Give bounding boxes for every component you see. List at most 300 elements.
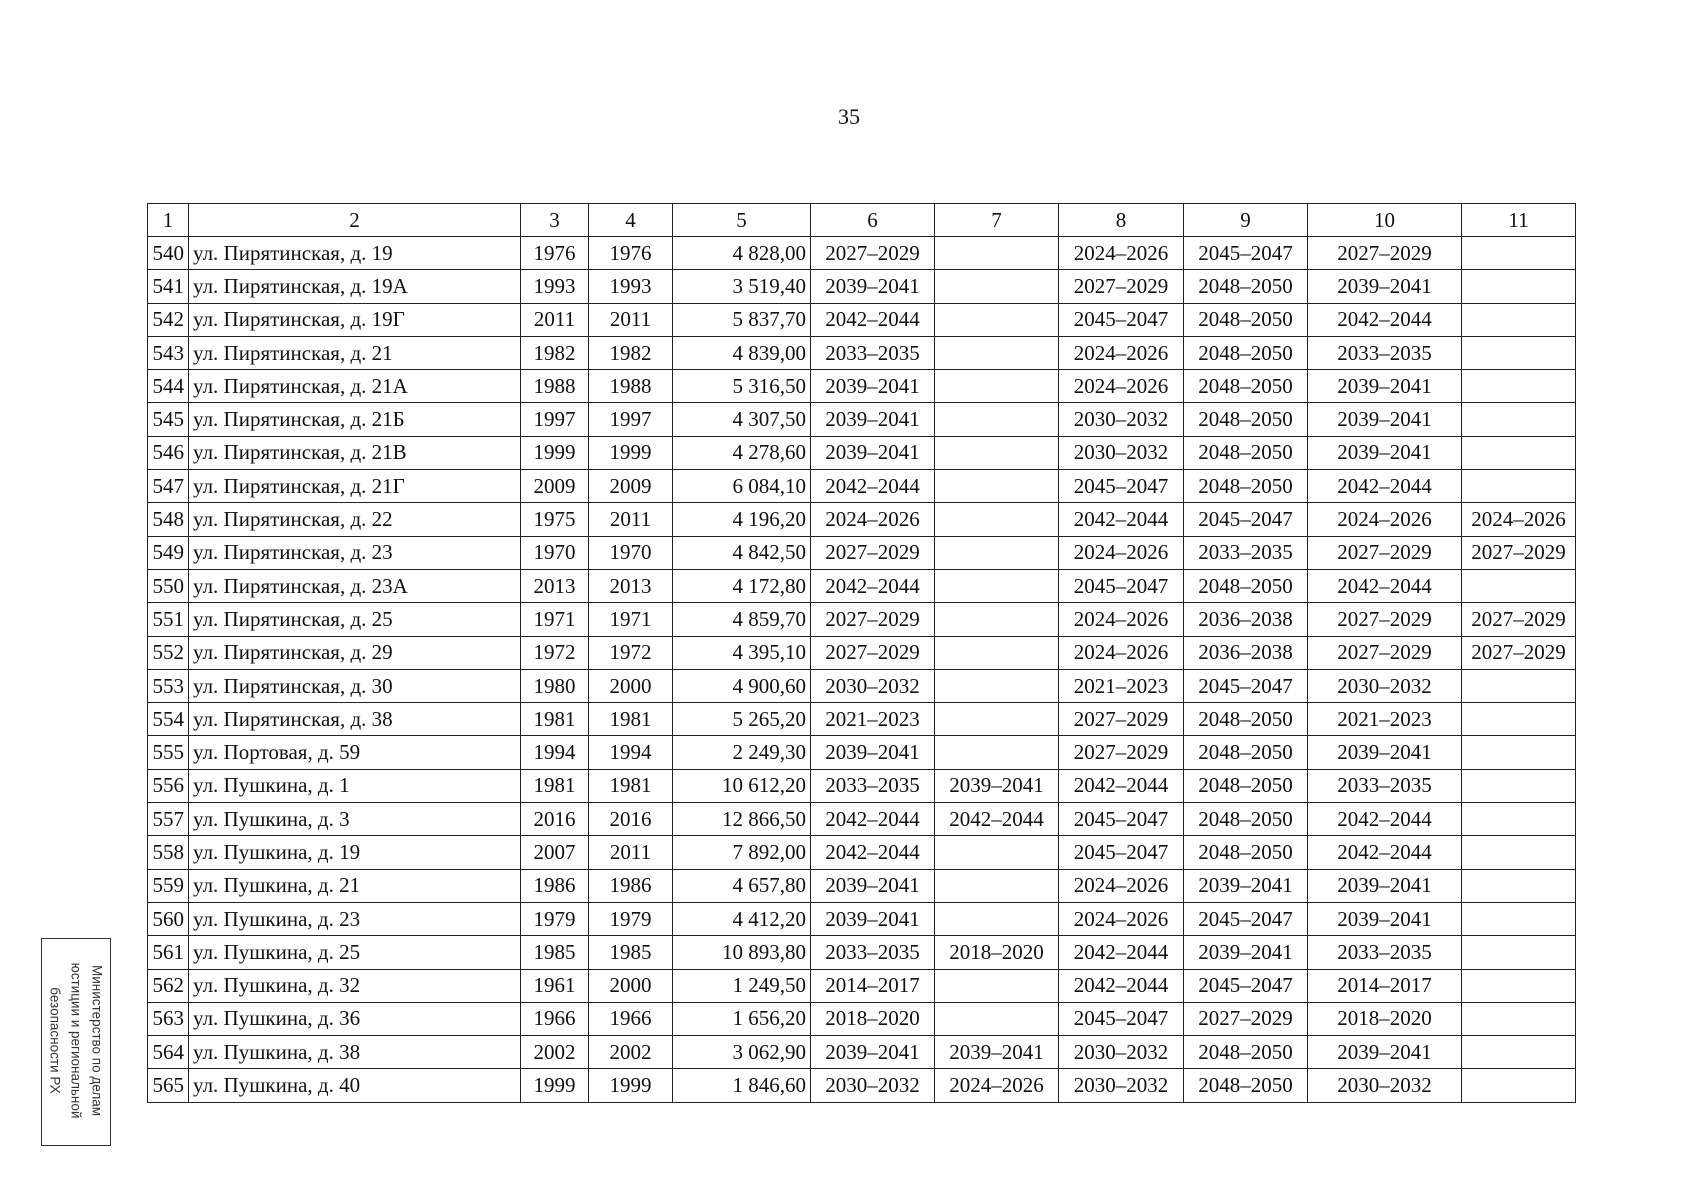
cell-period-col-8: 2024–2026 bbox=[1059, 603, 1184, 636]
cell-year-commissioned: 2016 bbox=[589, 803, 673, 836]
table-row bbox=[148, 603, 1576, 636]
cell-row-number: 554 bbox=[148, 703, 189, 736]
cell-period-col-9: 2048–2050 bbox=[1184, 836, 1308, 869]
cell-period-col-10: 2024–2026 bbox=[1308, 503, 1462, 536]
cell-period-col-8: 2027–2029 bbox=[1059, 736, 1184, 769]
cell-period-col-9: 2048–2050 bbox=[1184, 703, 1308, 736]
column-header-1: 1 bbox=[148, 204, 189, 237]
cell-year-commissioned: 1988 bbox=[589, 370, 673, 403]
cell-address: ул. Пирятинская, д. 19А bbox=[189, 270, 521, 303]
ministry-stamp bbox=[41, 938, 111, 1146]
cell-total-area: 6 084,10 bbox=[673, 470, 811, 503]
cell-period-col-10: 2039–2041 bbox=[1308, 370, 1462, 403]
cell-period-col-10: 2039–2041 bbox=[1308, 403, 1462, 436]
cell-row-number: 555 bbox=[148, 736, 189, 769]
cell-period-col-9: 2033–2035 bbox=[1184, 536, 1308, 569]
cell-period-col-8: 2024–2026 bbox=[1059, 237, 1184, 270]
cell-period-col-6: 2021–2023 bbox=[811, 703, 935, 736]
cell-year-commissioned: 2013 bbox=[589, 569, 673, 602]
cell-period-col-6: 2042–2044 bbox=[811, 303, 935, 336]
cell-period-col-10: 2027–2029 bbox=[1308, 603, 1462, 636]
cell-period-col-6: 2033–2035 bbox=[811, 936, 935, 969]
cell-period-col-7 bbox=[935, 636, 1059, 669]
cell-period-col-8: 2042–2044 bbox=[1059, 969, 1184, 1002]
cell-year-built: 1999 bbox=[521, 436, 589, 469]
cell-period-col-10: 2027–2029 bbox=[1308, 237, 1462, 270]
cell-period-col-9: 2048–2050 bbox=[1184, 403, 1308, 436]
cell-period-col-9: 2048–2050 bbox=[1184, 470, 1308, 503]
cell-address: ул. Пушкина, д. 32 bbox=[189, 969, 521, 1002]
cell-row-number: 545 bbox=[148, 403, 189, 436]
cell-address: ул. Пирятинская, д. 21Г bbox=[189, 470, 521, 503]
cell-period-col-7 bbox=[935, 869, 1059, 902]
cell-period-col-8: 2042–2044 bbox=[1059, 503, 1184, 536]
cell-year-commissioned: 2000 bbox=[589, 969, 673, 1002]
cell-total-area: 4 307,50 bbox=[673, 403, 811, 436]
cell-total-area: 4 657,80 bbox=[673, 869, 811, 902]
cell-period-col-9: 2048–2050 bbox=[1184, 370, 1308, 403]
cell-period-col-11 bbox=[1462, 1036, 1576, 1069]
cell-period-col-6: 2027–2029 bbox=[811, 636, 935, 669]
cell-row-number: 542 bbox=[148, 303, 189, 336]
cell-total-area: 4 839,00 bbox=[673, 336, 811, 369]
table-row bbox=[148, 736, 1576, 769]
cell-row-number: 561 bbox=[148, 936, 189, 969]
cell-period-col-11 bbox=[1462, 403, 1576, 436]
cell-year-built: 2007 bbox=[521, 836, 589, 869]
stamp-line-3: безопасности РХ bbox=[47, 987, 63, 1094]
cell-period-col-7 bbox=[935, 669, 1059, 702]
cell-period-col-11 bbox=[1462, 669, 1576, 702]
cell-row-number: 565 bbox=[148, 1069, 189, 1102]
cell-address: ул. Пирятинская, д. 19Г bbox=[189, 303, 521, 336]
cell-year-commissioned: 1981 bbox=[589, 769, 673, 802]
table-row bbox=[148, 403, 1576, 436]
cell-total-area: 4 900,60 bbox=[673, 669, 811, 702]
table-row bbox=[148, 869, 1576, 902]
cell-address: ул. Пирятинская, д. 23А bbox=[189, 569, 521, 602]
cell-year-built: 2002 bbox=[521, 1036, 589, 1069]
table-row bbox=[148, 470, 1576, 503]
cell-period-col-10: 2014–2017 bbox=[1308, 969, 1462, 1002]
cell-period-col-8: 2024–2026 bbox=[1059, 902, 1184, 935]
cell-period-col-8: 2045–2047 bbox=[1059, 303, 1184, 336]
cell-year-commissioned: 2009 bbox=[589, 470, 673, 503]
cell-period-col-7 bbox=[935, 237, 1059, 270]
cell-period-col-6: 2014–2017 bbox=[811, 969, 935, 1002]
stamp-line-2: юстиции и региональной bbox=[68, 962, 84, 1119]
cell-period-col-8: 2024–2026 bbox=[1059, 869, 1184, 902]
column-header-9: 9 bbox=[1184, 204, 1308, 237]
cell-address: ул. Пирятинская, д. 30 bbox=[189, 669, 521, 702]
cell-total-area: 1 846,60 bbox=[673, 1069, 811, 1102]
column-header-10: 10 bbox=[1308, 204, 1462, 237]
column-header-2: 2 bbox=[189, 204, 521, 237]
cell-year-commissioned: 1982 bbox=[589, 336, 673, 369]
cell-address: ул. Пирятинская, д. 21Б bbox=[189, 403, 521, 436]
stamp-line-1: Министерство по делам bbox=[89, 965, 105, 1116]
cell-period-col-7 bbox=[935, 569, 1059, 602]
cell-period-col-10: 2030–2032 bbox=[1308, 1069, 1462, 1102]
cell-period-col-9: 2045–2047 bbox=[1184, 902, 1308, 935]
cell-period-col-10: 2042–2044 bbox=[1308, 803, 1462, 836]
cell-period-col-6: 2039–2041 bbox=[811, 403, 935, 436]
cell-period-col-10: 2030–2032 bbox=[1308, 669, 1462, 702]
cell-total-area: 10 612,20 bbox=[673, 769, 811, 802]
cell-period-col-9: 2048–2050 bbox=[1184, 336, 1308, 369]
cell-period-col-9: 2045–2047 bbox=[1184, 969, 1308, 1002]
cell-period-col-7: 2039–2041 bbox=[935, 1036, 1059, 1069]
cell-total-area: 3 062,90 bbox=[673, 1036, 811, 1069]
cell-period-col-7 bbox=[935, 370, 1059, 403]
cell-period-col-6: 2039–2041 bbox=[811, 436, 935, 469]
table-row bbox=[148, 370, 1576, 403]
cell-total-area: 4 172,80 bbox=[673, 569, 811, 602]
table-row bbox=[148, 836, 1576, 869]
cell-period-col-9: 2045–2047 bbox=[1184, 237, 1308, 270]
cell-period-col-11 bbox=[1462, 736, 1576, 769]
cell-row-number: 558 bbox=[148, 836, 189, 869]
cell-period-col-8: 2030–2032 bbox=[1059, 1036, 1184, 1069]
cell-period-col-8: 2027–2029 bbox=[1059, 270, 1184, 303]
cell-period-col-9: 2048–2050 bbox=[1184, 1069, 1308, 1102]
cell-period-col-6: 2039–2041 bbox=[811, 869, 935, 902]
table-row bbox=[148, 270, 1576, 303]
cell-total-area: 4 859,70 bbox=[673, 603, 811, 636]
cell-year-built: 1961 bbox=[521, 969, 589, 1002]
table-row bbox=[148, 769, 1576, 802]
cell-year-built: 1976 bbox=[521, 237, 589, 270]
cell-address: ул. Пушкина, д. 38 bbox=[189, 1036, 521, 1069]
cell-period-col-11 bbox=[1462, 436, 1576, 469]
cell-period-col-10: 2033–2035 bbox=[1308, 336, 1462, 369]
cell-period-col-11 bbox=[1462, 803, 1576, 836]
cell-period-col-6: 2033–2035 bbox=[811, 769, 935, 802]
cell-total-area: 5 316,50 bbox=[673, 370, 811, 403]
cell-year-commissioned: 1979 bbox=[589, 902, 673, 935]
cell-year-built: 1997 bbox=[521, 403, 589, 436]
cell-period-col-8: 2045–2047 bbox=[1059, 1002, 1184, 1035]
cell-row-number: 552 bbox=[148, 636, 189, 669]
cell-period-col-9: 2048–2050 bbox=[1184, 736, 1308, 769]
table-header-row bbox=[148, 204, 1576, 237]
cell-period-col-9: 2048–2050 bbox=[1184, 270, 1308, 303]
cell-period-col-7 bbox=[935, 436, 1059, 469]
cell-period-col-6: 2027–2029 bbox=[811, 603, 935, 636]
cell-period-col-6: 2042–2044 bbox=[811, 569, 935, 602]
table-row bbox=[148, 569, 1576, 602]
cell-period-col-8: 2030–2032 bbox=[1059, 436, 1184, 469]
cell-row-number: 550 bbox=[148, 569, 189, 602]
table-row bbox=[148, 503, 1576, 536]
cell-period-col-9: 2048–2050 bbox=[1184, 803, 1308, 836]
cell-row-number: 559 bbox=[148, 869, 189, 902]
housing-register-table bbox=[147, 203, 1576, 1103]
table-row bbox=[148, 336, 1576, 369]
cell-period-col-9: 2045–2047 bbox=[1184, 669, 1308, 702]
column-header-3: 3 bbox=[521, 204, 589, 237]
cell-period-col-10: 2039–2041 bbox=[1308, 1036, 1462, 1069]
cell-period-col-8: 2045–2047 bbox=[1059, 470, 1184, 503]
page-number: 35 bbox=[838, 104, 860, 129]
cell-row-number: 557 bbox=[148, 803, 189, 836]
cell-address: ул. Пушкина, д. 25 bbox=[189, 936, 521, 969]
cell-period-col-11 bbox=[1462, 836, 1576, 869]
cell-total-area: 2 249,30 bbox=[673, 736, 811, 769]
cell-row-number: 544 bbox=[148, 370, 189, 403]
cell-year-built: 1993 bbox=[521, 270, 589, 303]
cell-year-commissioned: 2002 bbox=[589, 1036, 673, 1069]
cell-period-col-8: 2030–2032 bbox=[1059, 403, 1184, 436]
cell-period-col-6: 2039–2041 bbox=[811, 902, 935, 935]
cell-period-col-9: 2045–2047 bbox=[1184, 503, 1308, 536]
cell-period-col-10: 2027–2029 bbox=[1308, 636, 1462, 669]
cell-address: ул. Пирятинская, д. 22 bbox=[189, 503, 521, 536]
table-row bbox=[148, 237, 1576, 270]
cell-year-built: 1972 bbox=[521, 636, 589, 669]
cell-period-col-8: 2042–2044 bbox=[1059, 769, 1184, 802]
cell-period-col-10: 2039–2041 bbox=[1308, 902, 1462, 935]
cell-period-col-8: 2045–2047 bbox=[1059, 569, 1184, 602]
cell-period-col-11 bbox=[1462, 270, 1576, 303]
cell-year-commissioned: 1999 bbox=[589, 1069, 673, 1102]
cell-year-built: 2009 bbox=[521, 470, 589, 503]
cell-year-commissioned: 1985 bbox=[589, 936, 673, 969]
cell-period-col-7 bbox=[935, 969, 1059, 1002]
cell-period-col-6: 2030–2032 bbox=[811, 669, 935, 702]
cell-year-commissioned: 1999 bbox=[589, 436, 673, 469]
cell-address: ул. Пирятинская, д. 19 bbox=[189, 237, 521, 270]
cell-period-col-7 bbox=[935, 736, 1059, 769]
cell-period-col-11: 2024–2026 bbox=[1462, 503, 1576, 536]
table-row bbox=[148, 303, 1576, 336]
cell-total-area: 4 412,20 bbox=[673, 902, 811, 935]
cell-period-col-6: 2042–2044 bbox=[811, 803, 935, 836]
cell-period-col-11 bbox=[1462, 1002, 1576, 1035]
cell-period-col-7 bbox=[935, 703, 1059, 736]
cell-period-col-6: 2039–2041 bbox=[811, 1036, 935, 1069]
table-row bbox=[148, 902, 1576, 935]
cell-period-col-11 bbox=[1462, 869, 1576, 902]
cell-period-col-10: 2042–2044 bbox=[1308, 836, 1462, 869]
cell-address: ул. Пирятинская, д. 21 bbox=[189, 336, 521, 369]
cell-period-col-6: 2027–2029 bbox=[811, 237, 935, 270]
cell-period-col-8: 2024–2026 bbox=[1059, 636, 1184, 669]
cell-row-number: 564 bbox=[148, 1036, 189, 1069]
cell-year-commissioned: 1986 bbox=[589, 869, 673, 902]
cell-total-area: 3 519,40 bbox=[673, 270, 811, 303]
cell-period-col-9: 2048–2050 bbox=[1184, 569, 1308, 602]
cell-period-col-7 bbox=[935, 503, 1059, 536]
cell-row-number: 556 bbox=[148, 769, 189, 802]
cell-total-area: 4 395,10 bbox=[673, 636, 811, 669]
table-row bbox=[148, 669, 1576, 702]
cell-period-col-9: 2048–2050 bbox=[1184, 303, 1308, 336]
table-row bbox=[148, 969, 1576, 1002]
cell-period-col-8: 2024–2026 bbox=[1059, 370, 1184, 403]
cell-year-commissioned: 1997 bbox=[589, 403, 673, 436]
column-header-7: 7 bbox=[935, 204, 1059, 237]
cell-period-col-6: 2027–2029 bbox=[811, 536, 935, 569]
cell-year-commissioned: 1972 bbox=[589, 636, 673, 669]
cell-year-commissioned: 2000 bbox=[589, 669, 673, 702]
cell-period-col-7 bbox=[935, 902, 1059, 935]
cell-address: ул. Пирятинская, д. 21В bbox=[189, 436, 521, 469]
cell-period-col-6: 2039–2041 bbox=[811, 270, 935, 303]
cell-year-built: 1979 bbox=[521, 902, 589, 935]
cell-period-col-8: 2024–2026 bbox=[1059, 336, 1184, 369]
cell-row-number: 540 bbox=[148, 237, 189, 270]
cell-period-col-10: 2018–2020 bbox=[1308, 1002, 1462, 1035]
cell-period-col-10: 2033–2035 bbox=[1308, 936, 1462, 969]
table-row bbox=[148, 1036, 1576, 1069]
cell-address: ул. Пушкина, д. 21 bbox=[189, 869, 521, 902]
cell-address: ул. Пирятинская, д. 23 bbox=[189, 536, 521, 569]
cell-address: ул. Пушкина, д. 40 bbox=[189, 1069, 521, 1102]
cell-period-col-6: 2024–2026 bbox=[811, 503, 935, 536]
cell-period-col-10: 2039–2041 bbox=[1308, 270, 1462, 303]
cell-year-commissioned: 1981 bbox=[589, 703, 673, 736]
table-row bbox=[148, 1069, 1576, 1102]
column-header-6: 6 bbox=[811, 204, 935, 237]
cell-year-built: 1975 bbox=[521, 503, 589, 536]
cell-period-col-7 bbox=[935, 603, 1059, 636]
cell-row-number: 546 bbox=[148, 436, 189, 469]
cell-period-col-7 bbox=[935, 303, 1059, 336]
cell-total-area: 4 842,50 bbox=[673, 536, 811, 569]
cell-year-built: 1994 bbox=[521, 736, 589, 769]
cell-row-number: 560 bbox=[148, 902, 189, 935]
cell-row-number: 562 bbox=[148, 969, 189, 1002]
table-row bbox=[148, 536, 1576, 569]
cell-year-built: 1981 bbox=[521, 703, 589, 736]
cell-total-area: 1 249,50 bbox=[673, 969, 811, 1002]
cell-period-col-10: 2027–2029 bbox=[1308, 536, 1462, 569]
cell-period-col-8: 2021–2023 bbox=[1059, 669, 1184, 702]
cell-address: ул. Пушкина, д. 1 bbox=[189, 769, 521, 802]
cell-year-built: 1999 bbox=[521, 1069, 589, 1102]
cell-total-area: 12 866,50 bbox=[673, 803, 811, 836]
table-row bbox=[148, 1002, 1576, 1035]
cell-year-commissioned: 1970 bbox=[589, 536, 673, 569]
cell-period-col-10: 2039–2041 bbox=[1308, 736, 1462, 769]
cell-address: ул. Пирятинская, д. 21А bbox=[189, 370, 521, 403]
cell-total-area: 4 828,00 bbox=[673, 237, 811, 270]
cell-period-col-11 bbox=[1462, 336, 1576, 369]
cell-total-area: 5 837,70 bbox=[673, 303, 811, 336]
cell-year-commissioned: 1994 bbox=[589, 736, 673, 769]
cell-period-col-10: 2042–2044 bbox=[1308, 303, 1462, 336]
cell-year-commissioned: 1966 bbox=[589, 1002, 673, 1035]
cell-period-col-11 bbox=[1462, 1069, 1576, 1102]
cell-address: ул. Пушкина, д. 3 bbox=[189, 803, 521, 836]
cell-year-commissioned: 1993 bbox=[589, 270, 673, 303]
cell-year-commissioned: 2011 bbox=[589, 836, 673, 869]
cell-period-col-11 bbox=[1462, 370, 1576, 403]
cell-period-col-11: 2027–2029 bbox=[1462, 603, 1576, 636]
cell-period-col-7 bbox=[935, 270, 1059, 303]
cell-year-built: 1982 bbox=[521, 336, 589, 369]
cell-period-col-10: 2039–2041 bbox=[1308, 436, 1462, 469]
cell-period-col-8: 2030–2032 bbox=[1059, 1069, 1184, 1102]
cell-period-col-7: 2039–2041 bbox=[935, 769, 1059, 802]
cell-period-col-11 bbox=[1462, 969, 1576, 1002]
cell-address: ул. Пушкина, д. 23 bbox=[189, 902, 521, 935]
cell-period-col-11: 2027–2029 bbox=[1462, 536, 1576, 569]
cell-year-built: 2016 bbox=[521, 803, 589, 836]
cell-year-commissioned: 2011 bbox=[589, 503, 673, 536]
column-header-5: 5 bbox=[673, 204, 811, 237]
cell-period-col-7 bbox=[935, 403, 1059, 436]
cell-period-col-11 bbox=[1462, 569, 1576, 602]
cell-period-col-6: 2030–2032 bbox=[811, 1069, 935, 1102]
cell-year-built: 1981 bbox=[521, 769, 589, 802]
cell-period-col-11 bbox=[1462, 470, 1576, 503]
cell-period-col-8: 2042–2044 bbox=[1059, 936, 1184, 969]
cell-year-built: 1988 bbox=[521, 370, 589, 403]
cell-year-commissioned: 2011 bbox=[589, 303, 673, 336]
cell-period-col-10: 2039–2041 bbox=[1308, 869, 1462, 902]
cell-period-col-6: 2042–2044 bbox=[811, 470, 935, 503]
cell-year-built: 1986 bbox=[521, 869, 589, 902]
cell-period-col-8: 2027–2029 bbox=[1059, 703, 1184, 736]
cell-period-col-6: 2033–2035 bbox=[811, 336, 935, 369]
cell-period-col-10: 2021–2023 bbox=[1308, 703, 1462, 736]
cell-period-col-7 bbox=[935, 536, 1059, 569]
cell-period-col-7: 2018–2020 bbox=[935, 936, 1059, 969]
cell-period-col-9: 2048–2050 bbox=[1184, 769, 1308, 802]
cell-period-col-9: 2027–2029 bbox=[1184, 1002, 1308, 1035]
cell-period-col-11 bbox=[1462, 936, 1576, 969]
cell-period-col-6: 2042–2044 bbox=[811, 836, 935, 869]
cell-period-col-7 bbox=[935, 470, 1059, 503]
cell-period-col-9: 2036–2038 bbox=[1184, 603, 1308, 636]
table-row bbox=[148, 436, 1576, 469]
table-body bbox=[148, 237, 1576, 1103]
cell-period-col-8: 2024–2026 bbox=[1059, 536, 1184, 569]
cell-year-built: 2013 bbox=[521, 569, 589, 602]
cell-period-col-7: 2024–2026 bbox=[935, 1069, 1059, 1102]
cell-year-built: 1970 bbox=[521, 536, 589, 569]
cell-address: ул. Пирятинская, д. 29 bbox=[189, 636, 521, 669]
column-header-11: 11 bbox=[1462, 204, 1576, 237]
cell-total-area: 4 196,20 bbox=[673, 503, 811, 536]
cell-row-number: 541 bbox=[148, 270, 189, 303]
stamp-text bbox=[45, 941, 108, 1141]
cell-period-col-9: 2039–2041 bbox=[1184, 936, 1308, 969]
table-row bbox=[148, 803, 1576, 836]
table-row bbox=[148, 703, 1576, 736]
cell-period-col-11 bbox=[1462, 769, 1576, 802]
cell-row-number: 551 bbox=[148, 603, 189, 636]
cell-year-commissioned: 1976 bbox=[589, 237, 673, 270]
cell-total-area: 1 656,20 bbox=[673, 1002, 811, 1035]
cell-period-col-7 bbox=[935, 836, 1059, 869]
cell-period-col-6: 2018–2020 bbox=[811, 1002, 935, 1035]
cell-period-col-8: 2045–2047 bbox=[1059, 836, 1184, 869]
cell-period-col-11: 2027–2029 bbox=[1462, 636, 1576, 669]
cell-period-col-11 bbox=[1462, 703, 1576, 736]
cell-period-col-7 bbox=[935, 336, 1059, 369]
column-header-8: 8 bbox=[1059, 204, 1184, 237]
cell-period-col-11 bbox=[1462, 303, 1576, 336]
cell-period-col-6: 2039–2041 bbox=[811, 736, 935, 769]
cell-row-number: 543 bbox=[148, 336, 189, 369]
cell-total-area: 10 893,80 bbox=[673, 936, 811, 969]
cell-period-col-9: 2048–2050 bbox=[1184, 1036, 1308, 1069]
cell-row-number: 549 bbox=[148, 536, 189, 569]
cell-period-col-7: 2042–2044 bbox=[935, 803, 1059, 836]
